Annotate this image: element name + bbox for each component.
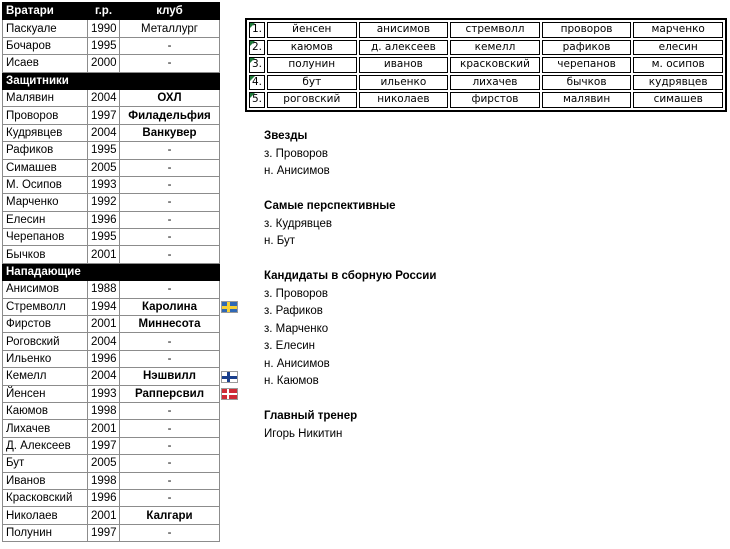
group-header-label: Защитники: [3, 72, 220, 89]
player-club: -: [120, 455, 220, 472]
player-name: Лихачев: [3, 420, 88, 437]
player-row: [3, 159, 220, 176]
line-player: ильенко: [359, 75, 449, 91]
player-club: Рапперсвил: [120, 385, 220, 402]
player-row: [3, 524, 220, 541]
line-player: черепанов: [542, 57, 632, 73]
section-item: н. Каюмов: [264, 375, 319, 387]
player-row: [3, 37, 220, 54]
line-number: 4.: [249, 75, 265, 91]
player-name: Красковский: [3, 489, 88, 506]
player-birth-year: 2000: [88, 55, 120, 72]
line-player: полунин: [267, 57, 357, 73]
player-name: Каюмов: [3, 402, 88, 419]
player-name: Бочаров: [3, 37, 88, 54]
forwards-header: [3, 263, 220, 280]
player-birth-year: 2001: [88, 420, 120, 437]
section-item: з. Проворов: [264, 147, 328, 160]
player-club: Металлург: [120, 20, 220, 37]
player-club: Ванкувер: [120, 124, 220, 141]
player-birth-year: 1992: [88, 194, 120, 211]
line-row: [249, 57, 723, 73]
line-player: малявин: [542, 92, 632, 108]
player-name: Кудрявцев: [3, 124, 88, 141]
line-player: иванов: [359, 57, 449, 73]
player-name: Николаев: [3, 507, 88, 524]
player-name: Бычков: [3, 246, 88, 263]
line-row: [249, 22, 723, 38]
player-name: Паскуале: [3, 20, 88, 37]
player-name: Елесин: [3, 211, 88, 228]
player-club: -: [120, 142, 220, 159]
line-row: [249, 75, 723, 91]
line-player: д. алексеев: [359, 40, 449, 56]
player-club: -: [120, 524, 220, 541]
player-birth-year: 1995: [88, 142, 120, 159]
player-birth-year: 1997: [88, 107, 120, 124]
player-row: [3, 124, 220, 141]
line-player: кудрявцев: [633, 75, 723, 91]
flag-stripe: [227, 372, 230, 382]
player-row: [3, 333, 220, 350]
player-birth-year: 1997: [88, 524, 120, 541]
player-club: Калгари: [120, 507, 220, 524]
section-item: з. Кудрявцев: [264, 217, 333, 230]
player-birth-year: 1988: [88, 281, 120, 298]
line-number: 2.: [249, 40, 265, 56]
player-row: [3, 350, 220, 367]
head-coach-section: [264, 408, 357, 443]
player-birth-year: 1998: [88, 472, 120, 489]
player-row: [3, 107, 220, 124]
player-birth-year: 1998: [88, 402, 120, 419]
line-player: роговский: [267, 92, 357, 108]
player-row: [3, 316, 220, 333]
player-name: Рафиков: [3, 142, 88, 159]
section-item: н. Бут: [264, 235, 296, 247]
line-player: симашев: [633, 92, 723, 108]
player-row: [3, 55, 220, 72]
player-name: Фирстов: [3, 316, 88, 333]
player-name: Исаев: [3, 55, 88, 72]
player-club: -: [120, 350, 220, 367]
line-player: каюмов: [267, 40, 357, 56]
line-player: елесин: [633, 40, 723, 56]
player-row: [3, 176, 220, 193]
line-player: бычков: [542, 75, 632, 91]
player-club: Филадельфия: [120, 107, 220, 124]
player-name: Д. Алексеев: [3, 437, 88, 454]
player-name: Йенсен: [3, 385, 88, 402]
roster-table: [2, 2, 220, 542]
player-birth-year: 1993: [88, 385, 120, 402]
player-birth-year: 2005: [88, 159, 120, 176]
line-number: 3.: [249, 57, 265, 73]
player-birth-year: 2004: [88, 368, 120, 385]
section-item: н. Анисимов: [264, 357, 330, 370]
player-birth-year: 1994: [88, 298, 120, 315]
player-birth-year: 2004: [88, 333, 120, 350]
section-title: Кандидаты в сборную России: [264, 270, 437, 282]
player-club: -: [120, 333, 220, 350]
player-birth-year: 2001: [88, 246, 120, 263]
player-row: [3, 20, 220, 37]
player-club: Нэшвилл: [120, 368, 220, 385]
player-row: [3, 194, 220, 211]
player-row: [3, 455, 220, 472]
player-name: Черепанов: [3, 229, 88, 246]
player-club: -: [120, 211, 220, 228]
player-club: -: [120, 55, 220, 72]
line-player: анисимов: [359, 22, 449, 38]
section-item: з. Елесин: [264, 340, 315, 352]
player-row: [3, 472, 220, 489]
line-player: йенсен: [267, 22, 357, 38]
line-number: 5.: [249, 92, 265, 108]
player-club: Каролина: [120, 298, 220, 315]
player-club: -: [120, 437, 220, 454]
player-row: [3, 89, 220, 106]
line-player: проворов: [542, 22, 632, 38]
section-item: Игорь Никитин: [264, 427, 343, 440]
line-player: рафиков: [542, 40, 632, 56]
player-name: Анисимов: [3, 281, 88, 298]
player-name: Марченко: [3, 194, 88, 211]
player-club: -: [120, 37, 220, 54]
player-club: -: [120, 229, 220, 246]
finland-flag-icon: [221, 371, 238, 383]
player-birth-year: 1993: [88, 176, 120, 193]
player-name: Полунин: [3, 524, 88, 541]
section-item: н. Анисимов: [264, 165, 330, 177]
player-club: -: [120, 402, 220, 419]
player-birth-year: 1996: [88, 350, 120, 367]
line-player: кемелл: [450, 40, 540, 56]
player-birth-year: 2001: [88, 507, 120, 524]
player-birth-year: 1997: [88, 437, 120, 454]
player-name: Малявин: [3, 89, 88, 106]
player-club: -: [120, 472, 220, 489]
flag-stripe: [227, 389, 229, 399]
player-club: -: [120, 246, 220, 263]
player-birth-year: 2001: [88, 316, 120, 333]
section-title: Звезды: [264, 130, 308, 142]
player-row: [3, 229, 220, 246]
player-name: Проворов: [3, 107, 88, 124]
player-row: [3, 437, 220, 454]
player-club: -: [120, 489, 220, 506]
line-player: марченко: [633, 22, 723, 38]
player-club: Миннесота: [120, 316, 220, 333]
player-name: М. Осипов: [3, 176, 88, 193]
group-header-label: Нападающие: [3, 263, 220, 280]
player-row: [3, 402, 220, 419]
player-row: [3, 298, 220, 315]
line-player: м. осипов: [633, 57, 723, 73]
flag-stripe: [227, 302, 230, 312]
player-birth-year: 1996: [88, 489, 120, 506]
player-club: -: [120, 159, 220, 176]
player-row: [3, 246, 220, 263]
prospects-section: [264, 198, 396, 251]
goalies-header: [3, 3, 220, 20]
player-birth-year: 2004: [88, 124, 120, 141]
player-name: Стремволл: [3, 298, 88, 315]
player-row: [3, 281, 220, 298]
stars-section: [264, 128, 330, 181]
player-row: [3, 211, 220, 228]
denmark-flag-icon: [221, 388, 238, 400]
line-row: [249, 40, 723, 56]
section-title: Самые перспективные: [264, 200, 396, 212]
section-item: з. Проворов: [264, 287, 328, 300]
player-row: [3, 368, 220, 385]
player-name: Иванов: [3, 472, 88, 489]
national-team-candidates-section: [264, 268, 436, 391]
player-club: -: [120, 281, 220, 298]
lines-table: [245, 18, 727, 112]
player-birth-year: 1996: [88, 211, 120, 228]
player-name: Симашев: [3, 159, 88, 176]
player-birth-year: 1995: [88, 229, 120, 246]
line-number: 1.: [249, 22, 265, 38]
section-item: з. Марченко: [264, 322, 329, 335]
year-header: г.р.: [88, 3, 120, 20]
line-row: [249, 92, 723, 108]
player-name: Кемелл: [3, 368, 88, 385]
line-player: стремволл: [450, 22, 540, 38]
section-item: з. Рафиков: [264, 305, 323, 317]
player-row: [3, 489, 220, 506]
line-player: красковский: [450, 57, 540, 73]
defense-header: [3, 72, 220, 89]
player-birth-year: 1990: [88, 20, 120, 37]
player-club: -: [120, 420, 220, 437]
group-header-label: Вратари: [3, 3, 88, 20]
player-row: [3, 142, 220, 159]
player-name: Бут: [3, 455, 88, 472]
line-player: лихачев: [450, 75, 540, 91]
sweden-flag-icon: [221, 301, 238, 313]
flag-stripe: [222, 393, 237, 395]
player-birth-year: 1995: [88, 37, 120, 54]
player-row: [3, 420, 220, 437]
player-row: [3, 507, 220, 524]
section-title: Главный тренер: [264, 410, 358, 422]
line-player: николаев: [359, 92, 449, 108]
line-player: бут: [267, 75, 357, 91]
player-club: -: [120, 176, 220, 193]
player-club: -: [120, 194, 220, 211]
player-club: ОХЛ: [120, 89, 220, 106]
player-name: Ильенко: [3, 350, 88, 367]
line-player: фирстов: [450, 92, 540, 108]
player-name: Роговский: [3, 333, 88, 350]
player-birth-year: 2004: [88, 89, 120, 106]
club-header: клуб: [120, 3, 220, 20]
player-birth-year: 2005: [88, 455, 120, 472]
player-row: [3, 385, 220, 402]
